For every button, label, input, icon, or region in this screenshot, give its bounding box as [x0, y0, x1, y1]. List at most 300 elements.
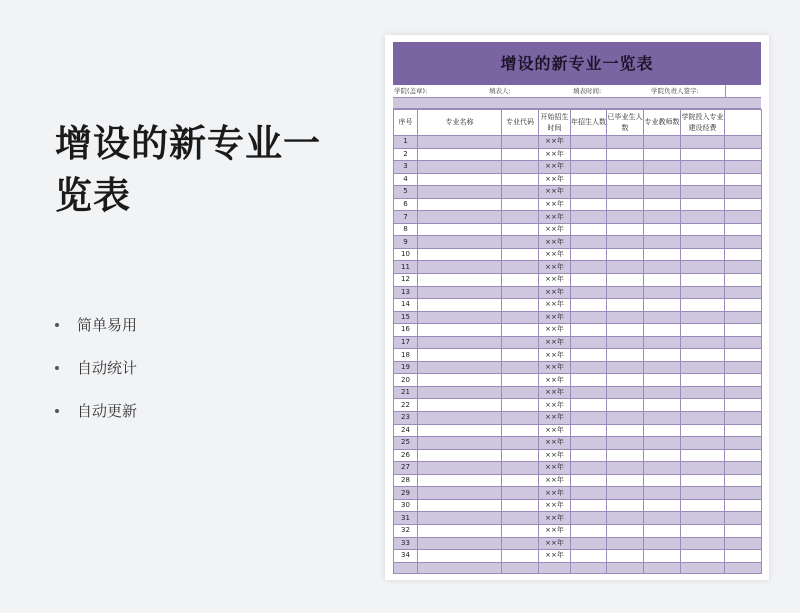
table-cell[interactable] — [418, 361, 502, 374]
table-cell[interactable] — [644, 261, 681, 274]
table-cell[interactable] — [644, 161, 681, 174]
table-cell[interactable] — [502, 311, 539, 324]
table-cell[interactable] — [681, 161, 725, 174]
table-cell[interactable] — [725, 274, 762, 287]
table-cell[interactable] — [681, 399, 725, 412]
table-cell[interactable] — [418, 474, 502, 487]
table-cell[interactable] — [502, 336, 539, 349]
table-cell[interactable] — [725, 562, 762, 573]
table-cell[interactable] — [725, 136, 762, 149]
row-number-cell[interactable]: 16 — [394, 324, 418, 337]
table-cell[interactable] — [607, 537, 644, 550]
table-cell[interactable] — [644, 198, 681, 211]
table-cell[interactable] — [394, 562, 418, 573]
table-cell[interactable] — [725, 349, 762, 362]
table-cell[interactable] — [644, 487, 681, 500]
table-cell[interactable] — [502, 299, 539, 312]
table-cell[interactable] — [502, 474, 539, 487]
table-cell[interactable] — [607, 161, 644, 174]
table-cell[interactable] — [418, 148, 502, 161]
table-cell[interactable] — [502, 324, 539, 337]
table-cell[interactable] — [571, 311, 607, 324]
row-number-cell[interactable]: 27 — [394, 462, 418, 475]
table-cell[interactable] — [644, 286, 681, 299]
table-cell[interactable] — [681, 274, 725, 287]
row-number-cell[interactable]: 7 — [394, 211, 418, 224]
row-number-cell[interactable]: 34 — [394, 550, 418, 563]
row-number-cell[interactable]: 11 — [394, 261, 418, 274]
row-number-cell[interactable]: 33 — [394, 537, 418, 550]
row-number-cell[interactable]: 20 — [394, 374, 418, 387]
table-cell[interactable] — [418, 412, 502, 425]
table-cell[interactable] — [571, 550, 607, 563]
table-cell[interactable] — [571, 462, 607, 475]
table-cell[interactable] — [418, 261, 502, 274]
row-number-cell[interactable]: 6 — [394, 198, 418, 211]
start-year-cell[interactable]: ××年 — [539, 136, 571, 149]
table-cell[interactable] — [681, 449, 725, 462]
start-year-cell[interactable]: ××年 — [539, 550, 571, 563]
start-year-cell[interactable]: ××年 — [539, 462, 571, 475]
table-cell[interactable] — [571, 248, 607, 261]
table-cell[interactable] — [502, 186, 539, 199]
table-cell[interactable] — [681, 537, 725, 550]
table-cell[interactable] — [418, 499, 502, 512]
table-cell[interactable] — [725, 261, 762, 274]
table-cell[interactable] — [725, 236, 762, 249]
table-cell[interactable] — [502, 286, 539, 299]
table-cell[interactable] — [644, 311, 681, 324]
start-year-cell[interactable]: ××年 — [539, 374, 571, 387]
table-cell[interactable] — [418, 487, 502, 500]
table-cell[interactable] — [681, 223, 725, 236]
table-cell[interactable] — [571, 399, 607, 412]
start-year-cell[interactable]: ××年 — [539, 198, 571, 211]
table-cell[interactable] — [502, 437, 539, 450]
table-cell[interactable] — [418, 136, 502, 149]
table-cell[interactable] — [502, 161, 539, 174]
table-cell[interactable] — [725, 223, 762, 236]
table-cell[interactable] — [502, 274, 539, 287]
table-cell[interactable] — [725, 361, 762, 374]
table-cell[interactable] — [644, 462, 681, 475]
row-number-cell[interactable]: 1 — [394, 136, 418, 149]
table-cell[interactable] — [571, 437, 607, 450]
row-number-cell[interactable]: 13 — [394, 286, 418, 299]
table-cell[interactable] — [571, 286, 607, 299]
start-year-cell[interactable]: ××年 — [539, 336, 571, 349]
table-cell[interactable] — [725, 286, 762, 299]
table-cell[interactable] — [418, 437, 502, 450]
table-cell[interactable] — [681, 487, 725, 500]
table-cell[interactable] — [571, 148, 607, 161]
table-cell[interactable] — [418, 186, 502, 199]
table-cell[interactable] — [681, 499, 725, 512]
start-year-cell[interactable]: ××年 — [539, 524, 571, 537]
table-cell[interactable] — [644, 136, 681, 149]
start-year-cell[interactable]: ××年 — [539, 437, 571, 450]
table-cell[interactable] — [418, 236, 502, 249]
table-cell[interactable] — [418, 424, 502, 437]
table-cell[interactable] — [607, 349, 644, 362]
table-cell[interactable] — [681, 550, 725, 563]
table-cell[interactable] — [725, 487, 762, 500]
table-cell[interactable] — [418, 274, 502, 287]
table-cell[interactable] — [681, 374, 725, 387]
start-year-cell[interactable]: ××年 — [539, 386, 571, 399]
table-cell[interactable] — [502, 361, 539, 374]
table-cell[interactable] — [725, 336, 762, 349]
table-cell[interactable] — [502, 173, 539, 186]
table-cell[interactable] — [725, 424, 762, 437]
table-cell[interactable] — [681, 386, 725, 399]
table-cell[interactable] — [681, 136, 725, 149]
table-cell[interactable] — [571, 412, 607, 425]
start-year-cell[interactable]: ××年 — [539, 248, 571, 261]
row-number-cell[interactable]: 8 — [394, 223, 418, 236]
start-year-cell[interactable]: ××年 — [539, 487, 571, 500]
table-cell[interactable] — [607, 399, 644, 412]
table-cell[interactable] — [418, 286, 502, 299]
table-cell[interactable] — [571, 236, 607, 249]
table-cell[interactable] — [607, 374, 644, 387]
table-cell[interactable] — [644, 374, 681, 387]
table-cell[interactable] — [607, 449, 644, 462]
table-cell[interactable] — [725, 198, 762, 211]
start-year-cell[interactable]: ××年 — [539, 349, 571, 362]
table-cell[interactable] — [607, 487, 644, 500]
table-cell[interactable] — [571, 211, 607, 224]
table-cell[interactable] — [644, 437, 681, 450]
start-year-cell[interactable]: ××年 — [539, 412, 571, 425]
start-year-cell[interactable]: ××年 — [539, 161, 571, 174]
start-year-cell[interactable]: ××年 — [539, 274, 571, 287]
table-cell[interactable] — [571, 299, 607, 312]
table-cell[interactable] — [418, 550, 502, 563]
table-cell[interactable] — [607, 524, 644, 537]
table-cell[interactable] — [418, 374, 502, 387]
table-cell[interactable] — [571, 487, 607, 500]
table-cell[interactable] — [725, 173, 762, 186]
table-cell[interactable] — [418, 386, 502, 399]
table-cell[interactable] — [681, 512, 725, 525]
table-cell[interactable] — [502, 512, 539, 525]
table-cell[interactable] — [644, 248, 681, 261]
table-cell[interactable] — [644, 399, 681, 412]
row-number-cell[interactable]: 25 — [394, 437, 418, 450]
table-cell[interactable] — [502, 374, 539, 387]
row-number-cell[interactable]: 32 — [394, 524, 418, 537]
table-cell[interactable] — [725, 437, 762, 450]
table-cell[interactable] — [644, 474, 681, 487]
table-cell[interactable] — [418, 336, 502, 349]
table-cell[interactable] — [418, 537, 502, 550]
table-cell[interactable] — [571, 261, 607, 274]
table-cell[interactable] — [571, 349, 607, 362]
table-cell[interactable] — [571, 173, 607, 186]
table-cell[interactable] — [644, 562, 681, 573]
row-number-cell[interactable]: 22 — [394, 399, 418, 412]
table-cell[interactable] — [607, 336, 644, 349]
start-year-cell[interactable]: ××年 — [539, 512, 571, 525]
table-cell[interactable] — [725, 499, 762, 512]
table-cell[interactable] — [681, 286, 725, 299]
row-number-cell[interactable]: 10 — [394, 248, 418, 261]
row-number-cell[interactable]: 31 — [394, 512, 418, 525]
table-cell[interactable] — [571, 499, 607, 512]
table-cell[interactable] — [644, 186, 681, 199]
table-cell[interactable] — [571, 336, 607, 349]
table-cell[interactable] — [571, 562, 607, 573]
table-cell[interactable] — [681, 324, 725, 337]
row-number-cell[interactable]: 14 — [394, 299, 418, 312]
table-cell[interactable] — [607, 386, 644, 399]
table-cell[interactable] — [502, 236, 539, 249]
table-cell[interactable] — [607, 474, 644, 487]
table-cell[interactable] — [725, 550, 762, 563]
table-cell[interactable] — [681, 336, 725, 349]
table-cell[interactable] — [644, 299, 681, 312]
table-cell[interactable] — [644, 449, 681, 462]
table-cell[interactable] — [607, 148, 644, 161]
table-cell[interactable] — [681, 261, 725, 274]
table-cell[interactable] — [607, 186, 644, 199]
table-cell[interactable] — [607, 361, 644, 374]
table-cell[interactable] — [644, 336, 681, 349]
table-cell[interactable] — [607, 261, 644, 274]
table-cell[interactable] — [502, 261, 539, 274]
table-cell[interactable] — [681, 198, 725, 211]
row-number-cell[interactable]: 26 — [394, 449, 418, 462]
table-cell[interactable] — [418, 198, 502, 211]
table-cell[interactable] — [725, 512, 762, 525]
table-cell[interactable] — [607, 299, 644, 312]
row-number-cell[interactable]: 12 — [394, 274, 418, 287]
table-cell[interactable] — [539, 562, 571, 573]
start-year-cell[interactable]: ××年 — [539, 261, 571, 274]
table-cell[interactable] — [502, 248, 539, 261]
table-cell[interactable] — [571, 324, 607, 337]
table-cell[interactable] — [725, 211, 762, 224]
table-cell[interactable] — [607, 236, 644, 249]
table-cell[interactable] — [725, 324, 762, 337]
start-year-cell[interactable]: ××年 — [539, 173, 571, 186]
table-cell[interactable] — [644, 412, 681, 425]
table-cell[interactable] — [644, 236, 681, 249]
start-year-cell[interactable]: ××年 — [539, 286, 571, 299]
table-cell[interactable] — [607, 223, 644, 236]
table-cell[interactable] — [502, 223, 539, 236]
table-cell[interactable] — [571, 161, 607, 174]
table-cell[interactable] — [418, 562, 502, 573]
start-year-cell[interactable]: ××年 — [539, 449, 571, 462]
table-cell[interactable] — [607, 274, 644, 287]
table-cell[interactable] — [607, 512, 644, 525]
table-cell[interactable] — [607, 173, 644, 186]
table-cell[interactable] — [502, 462, 539, 475]
row-number-cell[interactable]: 23 — [394, 412, 418, 425]
table-cell[interactable] — [607, 286, 644, 299]
table-cell[interactable] — [725, 299, 762, 312]
table-cell[interactable] — [644, 324, 681, 337]
table-cell[interactable] — [418, 399, 502, 412]
table-cell[interactable] — [571, 386, 607, 399]
table-cell[interactable] — [502, 449, 539, 462]
table-cell[interactable] — [418, 211, 502, 224]
table-cell[interactable] — [725, 186, 762, 199]
table-cell[interactable] — [681, 424, 725, 437]
table-cell[interactable] — [725, 399, 762, 412]
table-cell[interactable] — [681, 462, 725, 475]
start-year-cell[interactable]: ××年 — [539, 537, 571, 550]
table-cell[interactable] — [502, 399, 539, 412]
table-cell[interactable] — [571, 361, 607, 374]
table-cell[interactable] — [571, 524, 607, 537]
row-number-cell[interactable]: 3 — [394, 161, 418, 174]
table-cell[interactable] — [502, 550, 539, 563]
table-cell[interactable] — [607, 462, 644, 475]
table-cell[interactable] — [418, 524, 502, 537]
table-cell[interactable] — [681, 437, 725, 450]
start-year-cell[interactable]: ××年 — [539, 236, 571, 249]
table-cell[interactable] — [681, 562, 725, 573]
row-number-cell[interactable]: 30 — [394, 499, 418, 512]
table-cell[interactable] — [607, 562, 644, 573]
table-cell[interactable] — [418, 173, 502, 186]
table-cell[interactable] — [607, 412, 644, 425]
table-cell[interactable] — [681, 299, 725, 312]
row-number-cell[interactable]: 24 — [394, 424, 418, 437]
row-number-cell[interactable]: 2 — [394, 148, 418, 161]
table-cell[interactable] — [418, 223, 502, 236]
table-cell[interactable] — [502, 198, 539, 211]
table-cell[interactable] — [681, 211, 725, 224]
table-cell[interactable] — [644, 386, 681, 399]
table-cell[interactable] — [571, 198, 607, 211]
table-cell[interactable] — [644, 361, 681, 374]
start-year-cell[interactable]: ××年 — [539, 211, 571, 224]
table-cell[interactable] — [571, 136, 607, 149]
start-year-cell[interactable]: ××年 — [539, 361, 571, 374]
table-cell[interactable] — [607, 437, 644, 450]
table-cell[interactable] — [725, 474, 762, 487]
table-cell[interactable] — [502, 349, 539, 362]
table-cell[interactable] — [418, 311, 502, 324]
row-number-cell[interactable]: 18 — [394, 349, 418, 362]
table-cell[interactable] — [725, 537, 762, 550]
table-cell[interactable] — [681, 524, 725, 537]
table-cell[interactable] — [607, 550, 644, 563]
table-cell[interactable] — [725, 449, 762, 462]
table-cell[interactable] — [502, 211, 539, 224]
table-cell[interactable] — [725, 412, 762, 425]
table-cell[interactable] — [725, 462, 762, 475]
table-cell[interactable] — [502, 148, 539, 161]
table-cell[interactable] — [681, 349, 725, 362]
start-year-cell[interactable]: ××年 — [539, 299, 571, 312]
row-number-cell[interactable]: 19 — [394, 361, 418, 374]
table-cell[interactable] — [644, 223, 681, 236]
start-year-cell[interactable]: ××年 — [539, 311, 571, 324]
start-year-cell[interactable]: ××年 — [539, 399, 571, 412]
table-cell[interactable] — [502, 412, 539, 425]
table-cell[interactable] — [418, 248, 502, 261]
row-number-cell[interactable]: 21 — [394, 386, 418, 399]
table-cell[interactable] — [571, 186, 607, 199]
table-cell[interactable] — [725, 161, 762, 174]
table-cell[interactable] — [607, 324, 644, 337]
table-cell[interactable] — [571, 374, 607, 387]
table-cell[interactable] — [607, 198, 644, 211]
row-number-cell[interactable]: 29 — [394, 487, 418, 500]
table-cell[interactable] — [571, 223, 607, 236]
table-cell[interactable] — [644, 550, 681, 563]
table-cell[interactable] — [681, 248, 725, 261]
table-cell[interactable] — [418, 161, 502, 174]
table-cell[interactable] — [681, 474, 725, 487]
table-cell[interactable] — [502, 524, 539, 537]
table-cell[interactable] — [607, 136, 644, 149]
table-cell[interactable] — [644, 349, 681, 362]
table-cell[interactable] — [571, 274, 607, 287]
table-cell[interactable] — [681, 311, 725, 324]
row-number-cell[interactable]: 17 — [394, 336, 418, 349]
table-cell[interactable] — [681, 236, 725, 249]
table-cell[interactable] — [644, 499, 681, 512]
start-year-cell[interactable]: ××年 — [539, 148, 571, 161]
table-cell[interactable] — [725, 524, 762, 537]
table-cell[interactable] — [607, 211, 644, 224]
table-cell[interactable] — [725, 311, 762, 324]
start-year-cell[interactable]: ××年 — [539, 424, 571, 437]
table-cell[interactable] — [725, 386, 762, 399]
table-cell[interactable] — [607, 499, 644, 512]
table-cell[interactable] — [644, 274, 681, 287]
row-number-cell[interactable]: 4 — [394, 173, 418, 186]
table-cell[interactable] — [681, 173, 725, 186]
start-year-cell[interactable]: ××年 — [539, 223, 571, 236]
table-cell[interactable] — [644, 424, 681, 437]
row-number-cell[interactable]: 9 — [394, 236, 418, 249]
table-cell[interactable] — [571, 537, 607, 550]
table-cell[interactable] — [681, 186, 725, 199]
table-cell[interactable] — [644, 211, 681, 224]
table-cell[interactable] — [644, 524, 681, 537]
table-cell[interactable] — [502, 562, 539, 573]
table-cell[interactable] — [644, 537, 681, 550]
table-cell[interactable] — [681, 361, 725, 374]
table-cell[interactable] — [418, 462, 502, 475]
start-year-cell[interactable]: ××年 — [539, 474, 571, 487]
table-cell[interactable] — [418, 324, 502, 337]
table-cell[interactable] — [502, 136, 539, 149]
table-cell[interactable] — [502, 537, 539, 550]
table-cell[interactable] — [418, 299, 502, 312]
table-cell[interactable] — [607, 424, 644, 437]
table-cell[interactable] — [571, 424, 607, 437]
row-number-cell[interactable]: 28 — [394, 474, 418, 487]
table-cell[interactable] — [571, 512, 607, 525]
row-number-cell[interactable]: 5 — [394, 186, 418, 199]
table-cell[interactable] — [644, 173, 681, 186]
row-number-cell[interactable]: 15 — [394, 311, 418, 324]
table-cell[interactable] — [644, 512, 681, 525]
table-cell[interactable] — [725, 148, 762, 161]
table-cell[interactable] — [644, 148, 681, 161]
table-cell[interactable] — [418, 449, 502, 462]
table-cell[interactable] — [607, 311, 644, 324]
table-cell[interactable] — [502, 487, 539, 500]
